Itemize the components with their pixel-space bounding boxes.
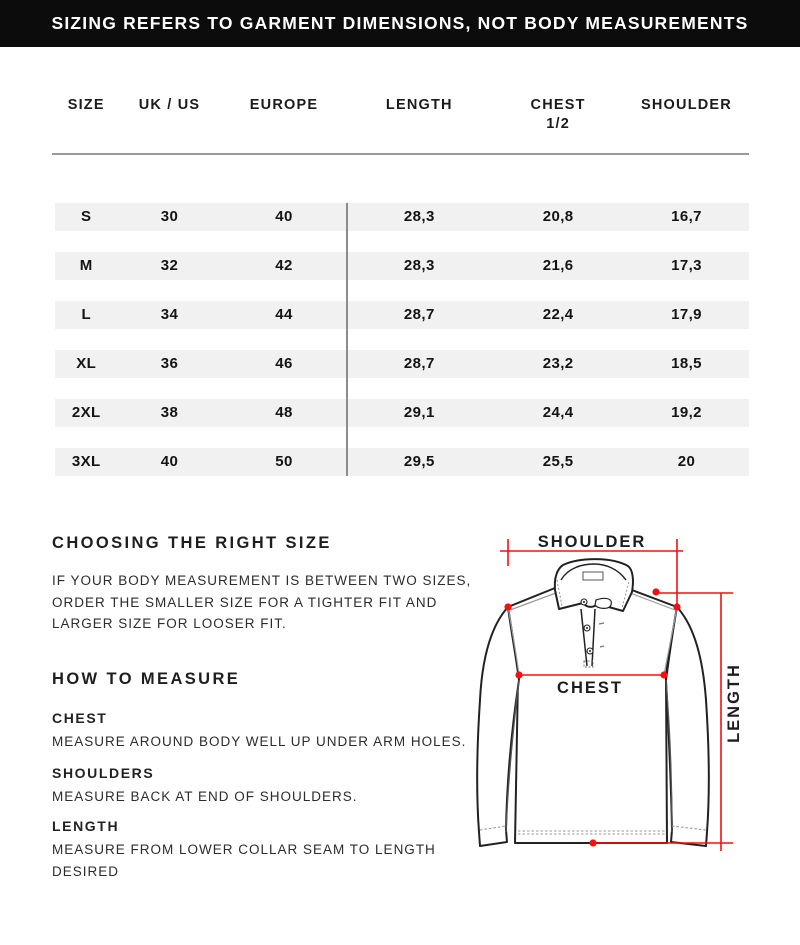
cell-length: 28,7 [403,355,435,372]
table-row [55,399,749,427]
cell-ukus: 34 [160,306,179,323]
cell-europe: 40 [275,208,293,225]
chest-left-dot [515,671,522,678]
polo-shirt-illustration [440,520,800,945]
cell-ukus: 32 [160,257,179,274]
cell-europe: 46 [275,355,293,372]
col-header-length: LENGTH [385,97,453,113]
cell-length: 28,3 [403,208,435,225]
col-header-shoulder: SHOULDER [641,97,732,113]
cell-size: 2XL [71,404,101,421]
measure-shoulders-text: MEASURE BACK AT END OF SHOULDERS. [52,789,358,804]
cell-ukus: 40 [160,453,179,470]
cell-shoulder: 18,5 [671,355,702,372]
diagram-chest-label: CHEST [557,679,623,697]
cell-europe: 44 [275,306,293,323]
disclaimer-banner [0,0,800,47]
cell-length: 28,7 [403,306,435,323]
cell-size: 3XL [71,453,101,470]
table-row [55,252,749,280]
left-shoulder-dot [504,603,511,610]
cell-chest: 24,4 [542,404,574,421]
measure-length-label: LENGTH [52,818,120,834]
choosing-size-text: IF YOUR BODY MEASUREMENT IS BETWEEN TWO SIZES, ORDER THE SMALLER SIZE FOR A TIGHTER FIT AND LARGER SIZE FOR LOOSER FIT. [52,573,472,631]
table-row [55,301,749,329]
hem-center-dot [589,839,596,846]
table-vertical-divider [346,203,348,476]
collar [555,559,633,611]
cell-size: M [79,257,93,274]
cell-europe: 50 [275,453,293,470]
how-to-measure-title: HOW TO MEASURE [52,670,241,688]
cell-shoulder: 17,3 [671,257,702,274]
diagram-shoulder-label: SHOULDER [537,533,647,551]
cell-size: S [81,208,92,225]
cell-chest: 20,8 [542,208,574,225]
cell-size: XL [76,355,97,372]
cell-shoulder: 16,7 [671,208,702,225]
size-table-header [55,96,749,134]
size-table-body [55,203,749,497]
table-row [55,448,749,476]
chest-right-dot [660,671,667,678]
cell-length: 28,3 [403,257,435,274]
cell-shoulder: 20 [677,453,696,470]
choosing-size-title: CHOOSING THE RIGHT SIZE [52,534,332,552]
collar-loop [595,598,611,608]
disclaimer-text: SIZING REFERS TO GARMENT DIMENSIONS, NOT BODY MEASUREMENTS [51,13,749,33]
shirt-left-sleeve [477,607,519,846]
cell-ukus: 38 [160,404,179,421]
col-header-ukus: UK / US [138,97,201,113]
shirt-body [508,581,677,843]
cell-size: L [81,306,92,323]
cell-europe: 48 [275,404,293,421]
placket-button-2-center [589,650,591,652]
length-start-dot [652,588,659,595]
cell-length: 29,1 [403,404,435,421]
diagram-length-label: LENGTH [725,663,743,743]
cell-ukus: 30 [160,208,179,225]
col-header-europe: EUROPE [249,97,319,113]
collar-button-center [583,601,585,603]
measure-shoulders-label: SHOULDERS [52,765,155,781]
table-row [55,350,749,378]
cell-chest: 22,4 [542,306,574,323]
col-header-size: SIZE [67,97,105,113]
right-shoulder-dot [673,603,680,610]
shirt-measurement-diagram [440,520,800,945]
cell-chest: 25,5 [542,453,574,470]
header-underline [52,153,749,155]
cell-ukus: 36 [160,355,179,372]
measure-chest-label: CHEST [52,710,108,726]
cell-shoulder: 17,9 [671,306,702,323]
cell-chest: 21,6 [542,257,574,274]
placket-button-1-center [586,627,588,629]
cell-europe: 42 [275,257,293,274]
col-header-chest: CHEST 1/2 [530,97,586,132]
measure-chest-text: MEASURE AROUND BODY WELL UP UNDER ARM HOLES. [52,734,467,749]
cell-shoulder: 19,2 [671,404,702,421]
table-row [55,203,749,231]
cell-chest: 23,2 [542,355,574,372]
cell-length: 29,5 [403,453,435,470]
measure-length-text: MEASURE FROM LOWER COLLAR SEAM TO LENGTH DESIRED [52,842,436,879]
